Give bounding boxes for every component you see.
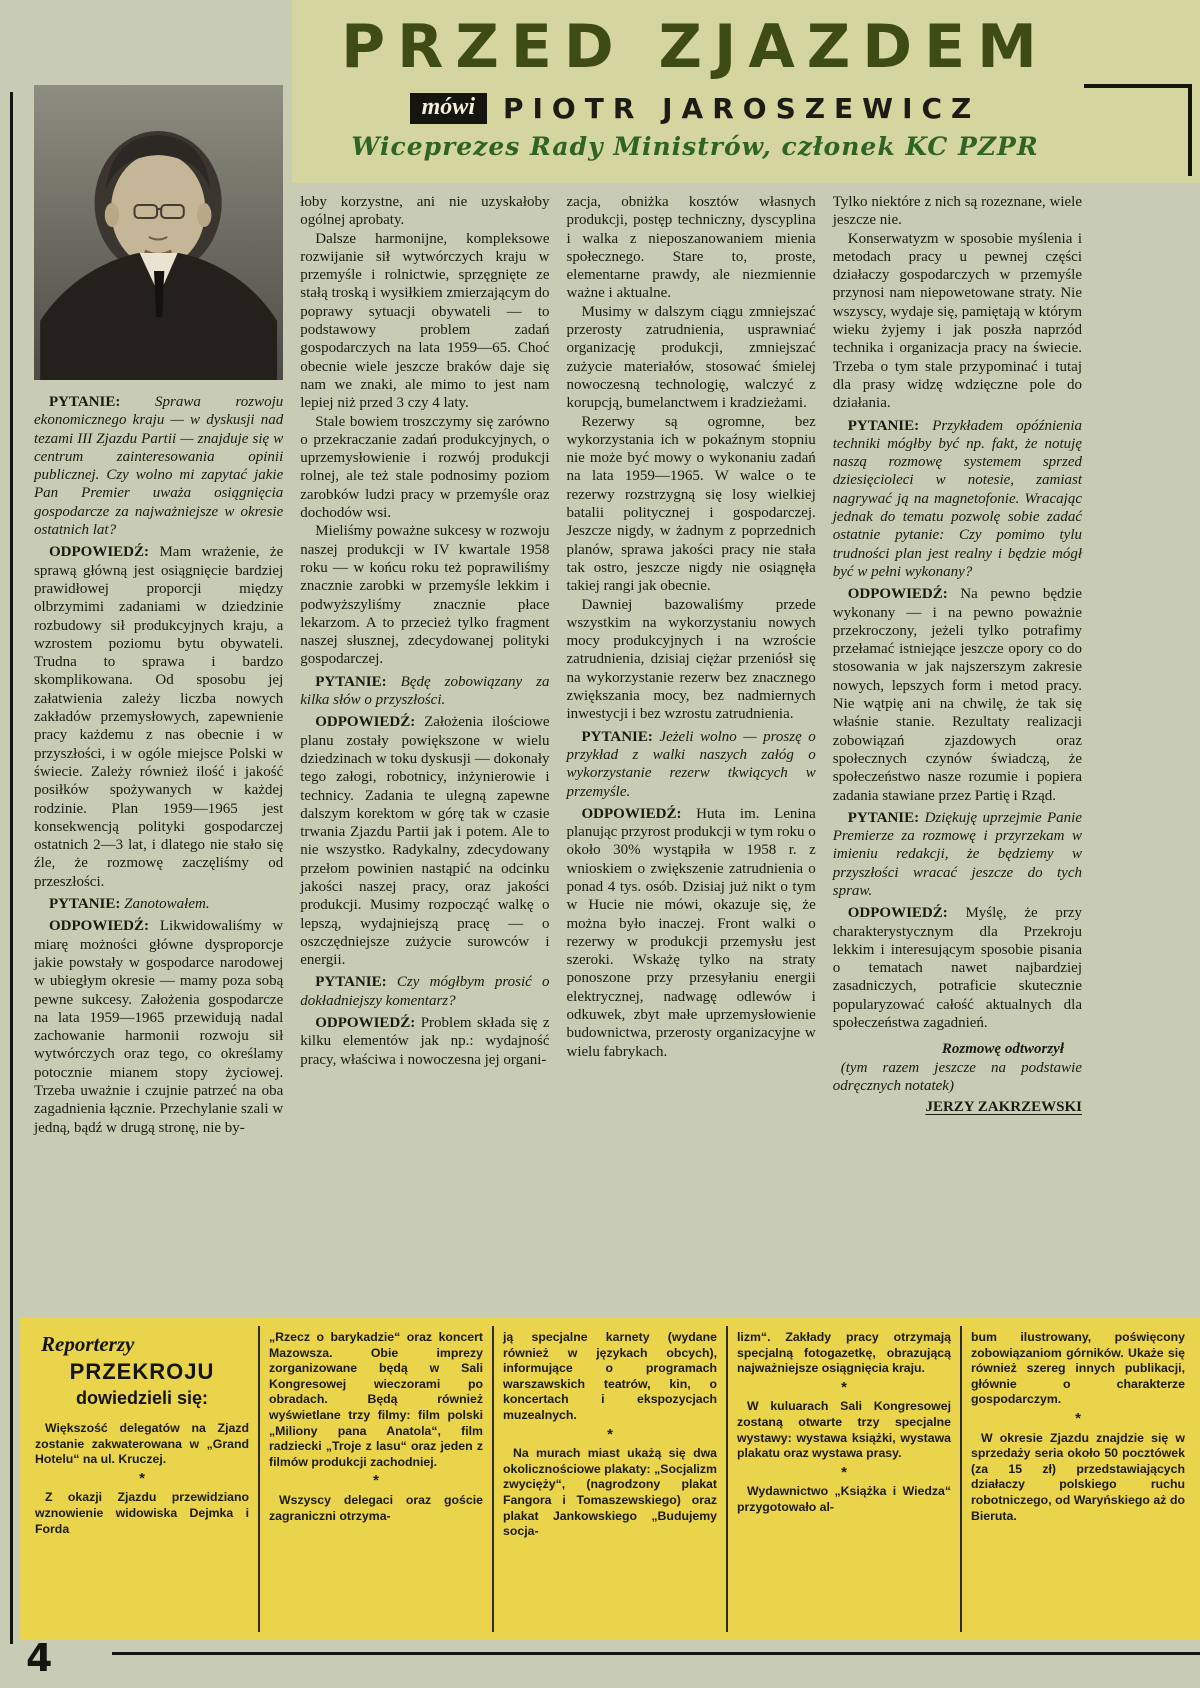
paragraph: (tym razem jeszcze na podstawie odręcznych notatek) (832, 1059, 1082, 1094)
paragraph-label: ODPOWIEDŹ: (847, 905, 966, 922)
page-number: 4 (26, 1636, 53, 1680)
paragraph: Z okazji Zjazdu przewidziano wznowienie widowiska Dejmka i Forda (35, 1490, 249, 1536)
footer-heading-line3: dowiedzieli się: (75, 1388, 209, 1408)
paragraph: Na murach miast ukażą się dwa okolicznościowe plakaty: „Socjalizm zwycięży“, (nagrodzony plakat Fangora i Tomaszewskiego) oraz plakat Jankowskiego „Budujemy socja- (503, 1446, 717, 1539)
paragraph-label: PYTANIE: (315, 974, 397, 991)
question-paragraph: PYTANIE: Będę zobowiązany za kilka słów o przyszłości. (300, 673, 550, 709)
footer-column-3 (492, 1326, 726, 1632)
article-title: PRZED ZJAZDEM (341, 12, 1049, 82)
paragraph-label: ODPOWIEDŹ: (581, 805, 697, 822)
footer-column-1-text (35, 1421, 249, 1537)
star-separator: * (1075, 1410, 1081, 1428)
paragraph: Mieliśmy poważne sukcesy w rozwoju naszej produkcji w IV kwartale 1958 roku — w końcu roku też poprawiliśmy znacznie zarobki w przemyśle lekkim i podwyższyliśmy znacznie płace lekarzom. A to przecież tylko fragment naszej słusznej, zdecydowanej polityki gospodarczej. (300, 523, 550, 668)
column-3-text (567, 193, 816, 1061)
footer-news-box (20, 1318, 1200, 1640)
footer-column-2 (258, 1326, 492, 1632)
paragraph-label: ODPOWIEDŹ: (49, 544, 160, 561)
article-column-1 (34, 0, 283, 1318)
paragraph: lizm“. Zakłady pracy otrzymają specjalną fotogazetkę, obrazującą najważniejsze osiągnięcia kraju. (737, 1330, 951, 1376)
paragraph-label: PYTANIE: (847, 809, 925, 826)
paragraph-label: ODPOWIEDŹ: (847, 586, 961, 603)
speaker-name: PIOTR JAROSZEWICZ (502, 92, 981, 125)
paragraph: Konserwatyzm w sposobie myślenia i metodach pracy u pewnej części działaczy gospodarczych w przemyśle przynosi nam niepowetowane straty. Nie wszyscy, wydaje się, pamiętają w którym wieku żyjemy i jak poszła naprzód technika i organizacja pracy na świecie. Trzeba o tym stale przypominać i tutaj dla prasy widzę wdzięczne pole do działania. (832, 230, 1082, 412)
paragraph: łoby korzystne, ani nie uzyskałoby ogólnej aprobaty. (300, 194, 550, 229)
footer-column-1 (26, 1326, 258, 1632)
paragraph-label: PYTANIE: (847, 417, 933, 434)
star-separator: * (139, 1469, 145, 1487)
question-paragraph: PYTANIE: Jeżeli wolno — proszę o przykład z walki naszych załóg o wykorzystanie rezerw tkwiących w przemyśle. (566, 728, 816, 800)
paragraph: Dalsze harmonijne, kompleksowe rozwijanie sił wytwórczych kraju w przemyśle i rolnictwie, sprzęgnięte ze stałą troską i wysiłkiem zmierzającym do poprawy sytuacji obywateli — to podstawowy problem zadań gospodarczych na lata 1959—65. Choć obecnie wiele jeszcze braków daje się nam we znaki, ale mimo to jest nam lepiej niż przed 3 czy 4 laty. (300, 230, 550, 412)
bottom-border-rule (112, 1652, 1200, 1655)
paragraph: Stale bowiem troszczymy się zarówno o przekraczanie zadań produkcyjnych, o uprzemysłowienie i rozwój produkcji rolnej, ale też stale podnosimy poziom zarobków ludzi pracy w przemyśle oraz dochodów wsi. (300, 413, 550, 522)
footer-heading-line1: Reporterzy (41, 1332, 135, 1356)
question-paragraph: PYTANIE: Sprawa rozwoju ekonomicznego kraju — w dyskusji nad tezami III Zjazdu Partii — znajduje się w centrum zainteresowania opinii publicznej. Czy wolno mi zapytać jakie Pan Premier uważa osiągnięcia gospodarcze za najważniejsze w okresie ostatnich lat? (34, 394, 284, 539)
paragraph: Tylko niektóre z nich są rozeznane, wiele jeszcze nie. (832, 194, 1082, 229)
star-separator: * (841, 1378, 847, 1396)
speaker-role: Wiceprezes Rady Ministrów, członek KC PZPR (351, 132, 1039, 161)
column-1-text (34, 393, 283, 1137)
footer-column-3-text (503, 1330, 717, 1540)
paragraph-label: PYTANIE: (49, 394, 155, 410)
answer-paragraph: ODPOWIEDŹ: Założenia ilościowe planu zostały powiększone w wielu dziedzinach w toku dyskusji — dokonały tego załogi, robotnicy, inżynierowie i technicy. Zadania te ulegną zapewne dalszym korektom w górę tak w czasie trwania Zjazdu Partii jak i potem. Ale to nie wszystko. Radykalny, zdecydowany przełom powinien nastąpić na odcinku jakości naszej pracy, oraz jakości produkcji. Musimy rozpocząć walkę o lepszą, wydajniejszą pracę — o oszczędniejsze zużycie surowców i energii. (300, 714, 550, 969)
paragraph: W okresie Zjazdu znajdzie się w sprzedaży seria około 50 pocztówek (za 15 zł) przedstawiających działaczy polskiego ruchu robotniczego, od Waryńskiego aż do Bieruta. (971, 1430, 1185, 1523)
paragraph: Wszyscy delegaci oraz goście zagraniczni otrzyma- (269, 1492, 483, 1523)
paragraph-label: PYTANIE: (315, 673, 401, 690)
portrait-photo (34, 85, 283, 380)
paragraph: Dawniej bazowaliśmy przede wszystkim na wykorzystaniu nowych mocy produkcyjnych i na wzroście zatrudnienia, dzisiaj ciężar przeniósł się na wykorzystanie rezerw bez znacznego zwiększania mocy, bez nadmiernych inwestycji i bez wzrostu zatrudnienia. (566, 596, 816, 723)
footer-column-5-text (971, 1330, 1185, 1524)
answer-paragraph: ODPOWIEDŹ: Na pewno będzie wykonany — i na pewno poważnie przekroczony, jeżeli tylko potrafimy przełamać istniejące jeszcze opory co do stosowania w jak najszerszym zakresie nowych, lepszych form i metod pracy. Nie wątpię ani na chwilę, że tak się właśnie stanie. Rezultaty realizacji zobowiązań zjazdowych oraz społecznych czynów świadczą, że społeczeństwo nasze rozumie i popiera zadania stawiane przez Partię i Rząd. (832, 586, 1082, 804)
footer-column-4 (726, 1326, 960, 1632)
answer-paragraph: ODPOWIEDŹ: Problem składa się z kilku elementów jak np.: wydajność pracy, właściwa i nowoczesna jej organi- (300, 1015, 550, 1068)
answer-paragraph: ODPOWIEDŹ: Myślę, że przy charakterystycznym dla Przekroju lekkim i interesującym sposobie pisania o tematach nawet najbardziej zasadniczych, potraficie skutecznie popularyzować całość aktualnych dla społeczeństwa zagadnień. (832, 905, 1082, 1032)
answer-paragraph: ODPOWIEDŹ: Likwidowaliśmy w miarę możności główne dysproporcje jakie powstały w gospodarce narodowej w ubiegłym okresie — mamy poza sobą pewne sukcesy. Założenia gospodarcze na lata 1959—1965 przewidują nadal zachowanie harmonii rozwoju sił wytwórczych oraz tego, co określamy potocznie mianem stopy życiowej. Trzeba uważnie i czujnie patrzeć na oba zagadnienia łącznie. Przechylanie szali w jedną, bądź w drugą stronę, nie by- (34, 918, 284, 1136)
answer-paragraph: ODPOWIEDŹ: Mam wrażenie, że sprawą główną jest osiągnięcie bardziej prawidłowej proporcji między olbrzymimi zadaniami w dziedzinie rozbudowy sił produkcyjnych kraju, a wzrostem poziomu bytu obywateli. Trudna to sprawa i bardzo skomplikowana. Od sposobu jej załatwienia zależy liczba nowych zakładów przemysłowych, zapewnienie pracy każdemu z nas obecnie i w przyszłości, i w ogóle miejsce Polski w świecie. Zależy również ilość i jakość posiłków spożywanych w każdej rodzinie. Plan 1959—1965 jest konsekwencją polityki gospodarczej ostatnich 2—3 lat, i dlatego nie stało się źle, że rozmowę zaczęliśmy od przeszłości. (34, 544, 284, 890)
footer-column-5 (960, 1326, 1194, 1632)
paragraph-label: PYTANIE: (581, 728, 660, 745)
paragraph-label: ODPOWIEDŹ: (49, 918, 160, 935)
star-separator: * (841, 1463, 847, 1481)
footer-column-4-text (737, 1330, 951, 1515)
author-signature: JERZY ZAKRZEWSKI (925, 1099, 1082, 1116)
paragraph: bum ilustrowany, poświęcony zobowiązaniom górników. Ukaże się również szereg innych publikacji, głównie o charakterze gospodarczym. (971, 1330, 1185, 1407)
paragraph: Wydawnictwo „Książka i Wiedza“ przygotowało al- (737, 1484, 951, 1514)
question-paragraph: PYTANIE: Przykładem opóźnienia techniki mógłby być np. fakt, że notuję naszą rozmowę systemem sprzed dziesięcioleci w notesie, zamiast nagrywać ją na magnetofonie. Wracając jednak do tematu pozwolę sobie zadać ostatnie pytanie: Czy pomimo tylu trudności plan jest realny i będzie mógł być w pełni wykonany? (832, 417, 1082, 580)
article-column-4 (833, 0, 1082, 1318)
paragraph-label: ODPOWIEDŹ: (315, 1015, 421, 1032)
question-paragraph: PYTANIE: Czy mógłbym prosić o dokładniejszy komentarz? (300, 974, 550, 1009)
article-column-3 (567, 0, 816, 1318)
answer-paragraph: ODPOWIEDŹ: Huta im. Lenina planując przyrost produkcji w tym roku o około 30% wystąpiła w 1958 r. z wnioskiem o zwiększenie zatrudnienia o ponad 4 tys. osób. Dzisiaj już nikt o tym w Hucie nie mówi, okazuje się, że można było inaczej. Front walki o rezerwy w produkcji przemysłu jest szeroki. Wskażę tylko na straty ponoszone przy przesyłaniu energii elektrycznej, nadwagę odlewów i odkuwek, zbyt małe uprzemysłowienie budownictwa, przerosty organizacyjne w wielu fabrykach. (566, 805, 816, 1060)
paragraph: Większość delegatów na Zjazd zostanie zakwaterowana w „Grand Hotelu“ na ul. Kruczej. (35, 1421, 249, 1467)
speaker-label-box: mówi (410, 93, 487, 124)
footer-heading (35, 1332, 249, 1409)
question-paragraph: PYTANIE: Dziękuję uprzejmie Panie Premierze za rozmowę i przyrzekam w imieniu redakcji, że będziemy w przyszłości wracać jeszcze do tych spraw. (832, 809, 1083, 899)
paragraph-label: ODPOWIEDŹ: (315, 714, 425, 731)
paragraph-label: PYTANIE: (49, 896, 125, 913)
paragraph: Rezerwy są ogromne, bez wykorzystania ich w pokaźnym stopniu nie może być mowy o wykonaniu zadań na lata 1959—1965. W walce o te rezerwy rozstrzygną się losy wielkiej batalii politycznej i gospodarczej. Jeszcze nigdy, w żadnym z poprzednich planów, sprawa jakości pracy nie stała tak ostro, jeszcze nigdy nie osiągnęła takiej rangi jak obecnie. (566, 413, 816, 595)
column-4-text (833, 193, 1082, 1117)
footer-heading-line2: PRZEKROJU (69, 1359, 215, 1384)
paragraph: W kuluarach Sali Kongresowej zostaną otwarte trzy specjalne wystawy: wystawa książki, wystawa plakatu oraz wystawa prasy. (737, 1399, 951, 1461)
paragraph: „Rzecz o barykadzie“ oraz koncert Mazowsza. Obie imprezy zorganizowane będą w Sali Kongresowej wieczorami po obradach. Będą również wyświetlane trzy filmy: film polski „Miliony pana Anatola“, film radziecki „Troje z lasu“ oraz jeden z filmów produkcji zachodniej. (269, 1330, 483, 1469)
paragraph: Musimy w dalszym ciągu zmniejszać przerosty zatrudnienia, usprawniać organizację produkcji, zmniejszać zużycie materiałów, stosować śmielej nowoczesną technologię, walczyć z korupcją, bumelanctwem i kradzieżami. (566, 303, 816, 412)
star-separator: * (373, 1472, 379, 1490)
portrait-illustration (34, 85, 283, 380)
paragraph: zacja, obniżka kosztów własnych produkcji, postęp techniczny, dyscyplina i walka z nieposzanowaniem mienia społecznego. Stare to, proste, elementarne prawdy, ale niezmiennie ważne i aktualne. (566, 194, 816, 302)
article-column-2 (300, 0, 549, 1318)
paragraph: Rozmowę odtworzył (941, 1041, 1064, 1058)
column-2-text (300, 193, 549, 1069)
question-paragraph: PYTANIE: Zanotowałem. (49, 896, 210, 913)
paragraph: ją specjalne karnety (wydane również w językach obcych), informujące o programach warszawskich teatrów, kin, o koncertach i ekspozycjach muzealnych. (503, 1330, 717, 1423)
footer-column-2-text (269, 1330, 483, 1524)
star-separator: * (607, 1425, 613, 1443)
